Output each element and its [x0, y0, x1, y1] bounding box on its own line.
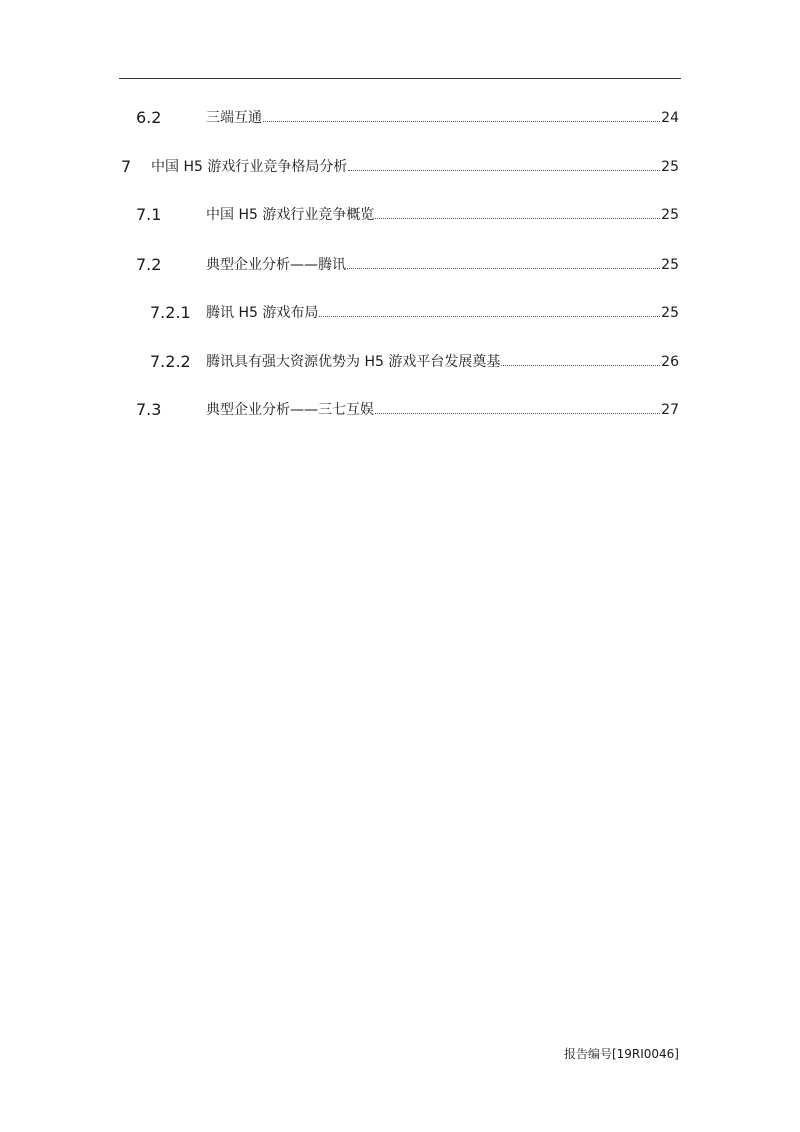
toc-page-number: 25 [661, 257, 679, 273]
toc-title: 中国 H5 游戏行业竞争格局分析 [151, 159, 348, 175]
toc-line [206, 352, 679, 372]
toc-title: 腾讯具有强大资源优势为 H5 游戏平台发展奠基 [206, 354, 501, 370]
toc-page-number: 26 [661, 354, 679, 370]
report-code: 报告编号[19RI0046] [563, 1047, 679, 1061]
toc-number: 7.2.2 [150, 352, 191, 371]
toc-line [206, 205, 679, 225]
toc-number: 7 [121, 157, 132, 176]
dot-leader [375, 218, 660, 219]
toc-title: 腾讯 H5 游戏布局 [206, 305, 319, 321]
toc-title: 典型企业分析——三七互娱 [206, 402, 374, 418]
toc-page-number: 25 [661, 305, 679, 321]
toc-number: 7.2 [136, 255, 162, 274]
toc-title: 三端互通 [206, 110, 262, 126]
dot-leader [263, 121, 660, 122]
toc-page-number: 24 [661, 110, 679, 126]
dot-leader [501, 365, 660, 366]
toc-line [206, 255, 679, 275]
toc-title: 典型企业分析——腾讯 [206, 257, 346, 273]
toc-number: 7.3 [136, 400, 162, 419]
dot-leader [347, 268, 660, 269]
toc-page-number: 27 [661, 402, 679, 418]
toc-number: 7.1 [136, 205, 162, 224]
toc-number: 7.2.1 [150, 303, 191, 322]
toc-title: 中国 H5 游戏行业竞争概览 [206, 207, 375, 223]
dot-leader [319, 316, 660, 317]
toc-number: 6.2 [136, 108, 162, 127]
toc-page-number: 25 [661, 207, 679, 223]
toc-page-number: 25 [661, 159, 679, 175]
toc-line [206, 400, 679, 420]
dot-leader [375, 413, 660, 414]
toc-line [151, 157, 679, 177]
toc-line [206, 303, 679, 323]
toc-line [206, 108, 679, 128]
dot-leader [348, 170, 660, 171]
